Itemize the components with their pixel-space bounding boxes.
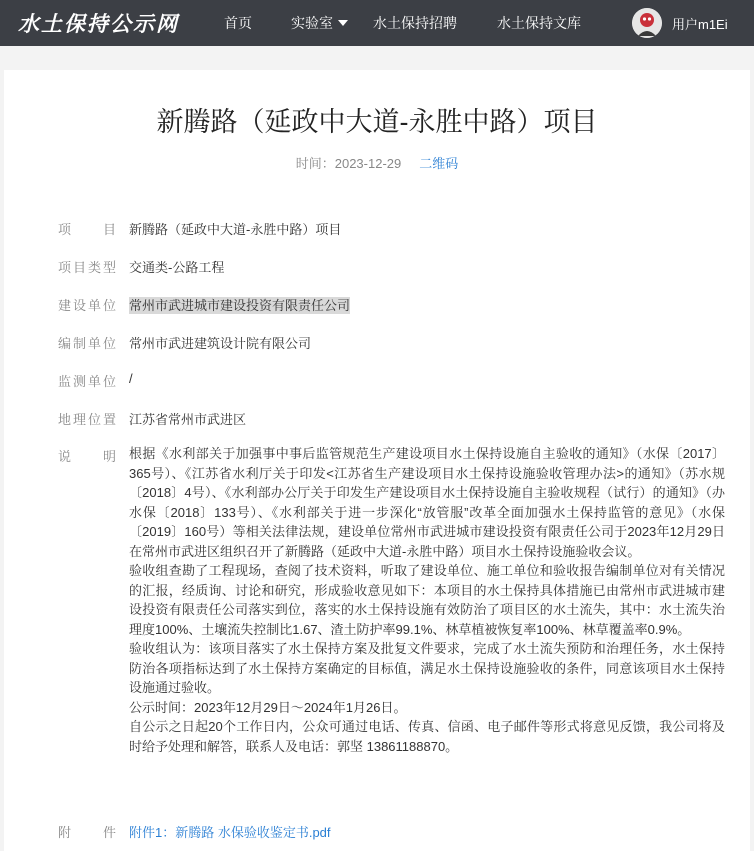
description-paragraph: 自公示之日起20个工作日内，公众可通过电话、传真、信函、电子邮件等形式将意见反馈，我公司将及时给予处理和解答，联系人及电话：郭坚 13861188870。 (129, 719, 725, 754)
field-label-description: 说明 (58, 449, 116, 464)
nav-library[interactable]: 水土保持文库 (497, 15, 581, 31)
attachment-link[interactable]: 附件1：新腾路 水保验收鉴定书.pdf (129, 825, 331, 840)
nav-jobs[interactable]: 水土保持招聘 (373, 15, 457, 31)
article-card (4, 70, 750, 851)
field-label-attachment: 附件 (58, 825, 116, 840)
description-paragraph: 验收组查勘了工程现场，查阅了技术资料，听取了建设单位、施工单位和验收报告编制单位对有关情况的汇报，经质询、讨论和研究，形成验收意见如下：本项目的水土保持具体措施已由常州市武进城市建设投资有限责任公司落实到位，落实的水土保持设施有效防治了项目区的水土流失，其中：水土流失治理度100%、土壤流失控制比1.67、渣土防护率99.1%、林草植被恢复率100%、林草覆盖率0.9%。 (129, 563, 725, 637)
field-value-builder (129, 295, 350, 314)
field-label-monitor: 监测单位 (58, 374, 116, 389)
field-value-project: 新腾路（延政中大道-永胜中路）项目 (129, 222, 342, 237)
field-value-type: 交通类-公路工程 (129, 260, 225, 275)
field-label-location: 地理位置 (58, 412, 116, 427)
description-paragraph: 验收组认为：该项目落实了水土保持方案及批复文件要求，完成了水土流失预防和治理任务，水土保持防治各项指标达到了水土保持方案确定的目标值，满足水土保持设施验收的条件，同意该项目水土保持设施通过验收。 (129, 641, 725, 695)
description-paragraph: 根据《水利部关于加强事中事后监管规范生产建设项目水土保持设施自主验收的通知》（水保〔2017〕365号）、《江苏省水利厅关于印发<江苏省生产建设项目水土保持设施验收管理办法>的通知》（苏水规〔2018〕4号）、《水利部办公厅关于印发生产建设项目水土保持设施自主验收规程（试行）的通知》（办水保〔2018〕133号）、《水利部关于进一步深化“放管服”改革全面加强水土保持监管的意见》（水保〔2019〕160号）等相关法律法规，建设单位常州市武进城市建设投资有限责任公司于2023年12月29日在常州市武进区组织召开了新腾路（延政中大道-永胜中路）项目水土保持设施验收会议。 (129, 446, 725, 559)
description-paragraph: 公示时间：2023年12月29日～2024年1月26日。 (129, 699, 407, 715)
field-label-designer: 编制单位 (58, 336, 116, 351)
page-title: 新腾路（延政中大道-永胜中路）项目 (156, 107, 598, 137)
publish-time: 时间：2023-12-29 (295, 156, 402, 171)
nav-home[interactable]: 首页 (224, 15, 252, 31)
article-meta (4, 153, 750, 172)
field-label-project: 项目 (58, 222, 116, 237)
field-value-location: 江苏省常州市武进区 (129, 412, 247, 427)
field-label-builder: 建设单位 (58, 298, 116, 313)
top-navbar (0, 0, 754, 46)
description-body (129, 444, 725, 756)
chevron-down-icon (338, 20, 348, 26)
nav-lab-label: 实验室 (291, 15, 333, 31)
field-value-monitor: / (129, 371, 133, 386)
field-label-type: 项目类型 (58, 260, 116, 275)
field-value-designer: 常州市武进建筑设计院有限公司 (129, 336, 312, 351)
qrcode-link[interactable]: 二维码 (419, 156, 459, 171)
nav-lab[interactable] (291, 13, 348, 33)
builder-highlight: 常州市武进城市建设投资有限责任公司 (129, 298, 351, 313)
site-logo[interactable]: 水土保持公示网 (18, 13, 179, 36)
user-avatar-icon[interactable] (632, 8, 662, 38)
user-name[interactable]: 用户m1Ei (672, 17, 728, 32)
